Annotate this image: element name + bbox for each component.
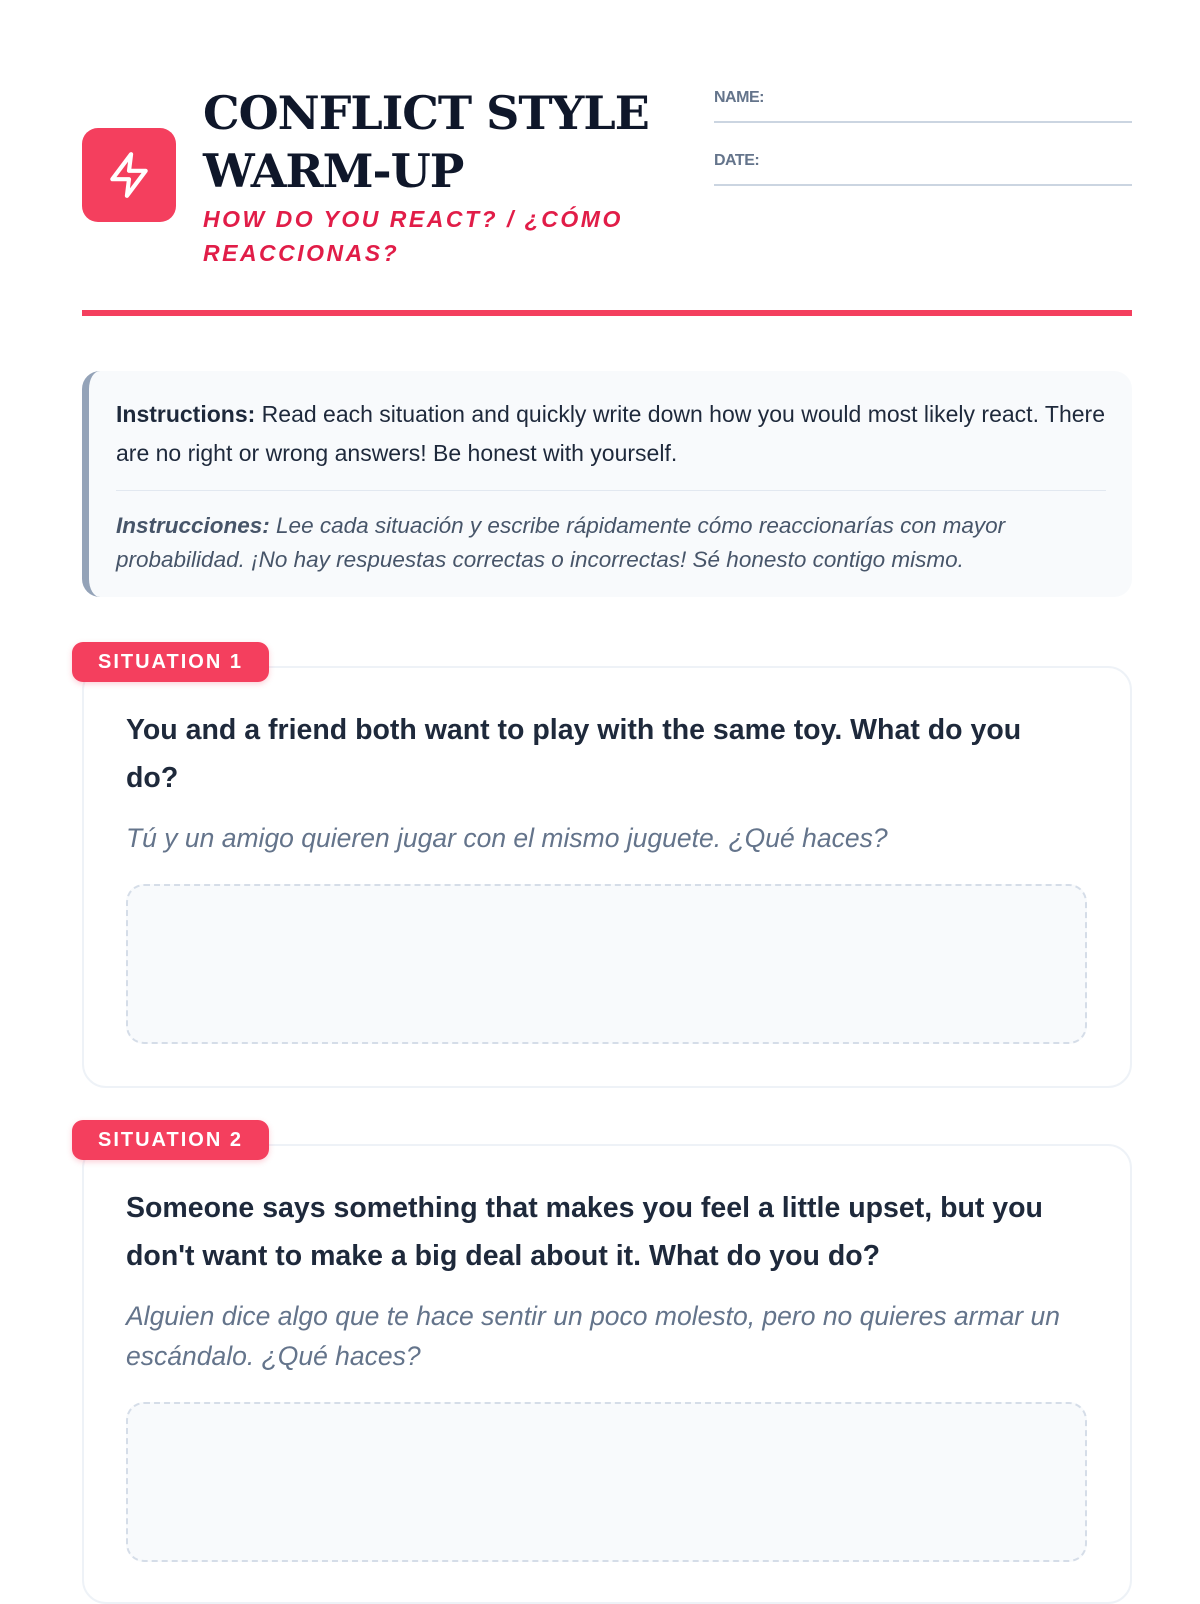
header-divider bbox=[82, 310, 1132, 316]
situation-2-question-english: Someone says something that makes you feel a little upset, but you don't want to make a big deal about it. What do you do? bbox=[126, 1192, 1043, 1272]
instructions-spanish-lead: Instrucciones: bbox=[116, 513, 270, 538]
situation-1-question-english: You and a friend both want to play with the same toy. What do you do? bbox=[126, 714, 1022, 794]
situation-1-answer-box[interactable] bbox=[126, 884, 1087, 1044]
instructions-english bbox=[116, 395, 1106, 473]
situation-badge-2: SITUATION 2 bbox=[72, 1120, 269, 1160]
instructions-spanish-text: Lee cada situación y escribe rápidamente cómo reaccionarías con mayor probabilidad. ¡No hay respuestas correctas o incorrectas! Sé honesto contigo mismo. bbox=[116, 513, 1006, 572]
worksheet-header bbox=[82, 0, 1132, 318]
name-field[interactable] bbox=[714, 85, 1132, 123]
situation-card-2 bbox=[82, 1129, 1132, 1604]
instructions-box bbox=[82, 371, 1132, 597]
logo-badge bbox=[82, 128, 176, 222]
name-label: NAME: bbox=[714, 89, 764, 106]
situation-1-question-spanish: Tú y un amigo quieren jugar con el mismo juguete. ¿Qué haces? bbox=[126, 823, 888, 853]
instructions-english-lead: Instructions: bbox=[116, 401, 256, 427]
instructions-english-text: Read each situation and quickly write down how you would most likely react. There are no right or wrong answers! Be honest with yourself. bbox=[116, 401, 1106, 466]
situation-card-1 bbox=[82, 651, 1132, 1088]
situation-2-answer-box[interactable] bbox=[126, 1402, 1087, 1562]
situation-badge-1: SITUATION 1 bbox=[72, 642, 269, 682]
page-subtitle: HOW DO YOU REACT? / ¿CÓMO REACCIONAS? bbox=[203, 206, 623, 266]
page-title: CONFLICT STYLE WARM-UP bbox=[203, 86, 649, 198]
date-label: DATE: bbox=[714, 152, 760, 169]
date-field[interactable] bbox=[714, 148, 1132, 186]
lightning-bolt-icon bbox=[104, 150, 154, 200]
situation-2-question-spanish: Alguien dice algo que te hace sentir un poco molesto, pero no quieres armar un escándalo. ¿Qué haces? bbox=[126, 1301, 1060, 1371]
instructions-divider bbox=[116, 490, 1106, 491]
instructions-spanish bbox=[116, 509, 1106, 577]
